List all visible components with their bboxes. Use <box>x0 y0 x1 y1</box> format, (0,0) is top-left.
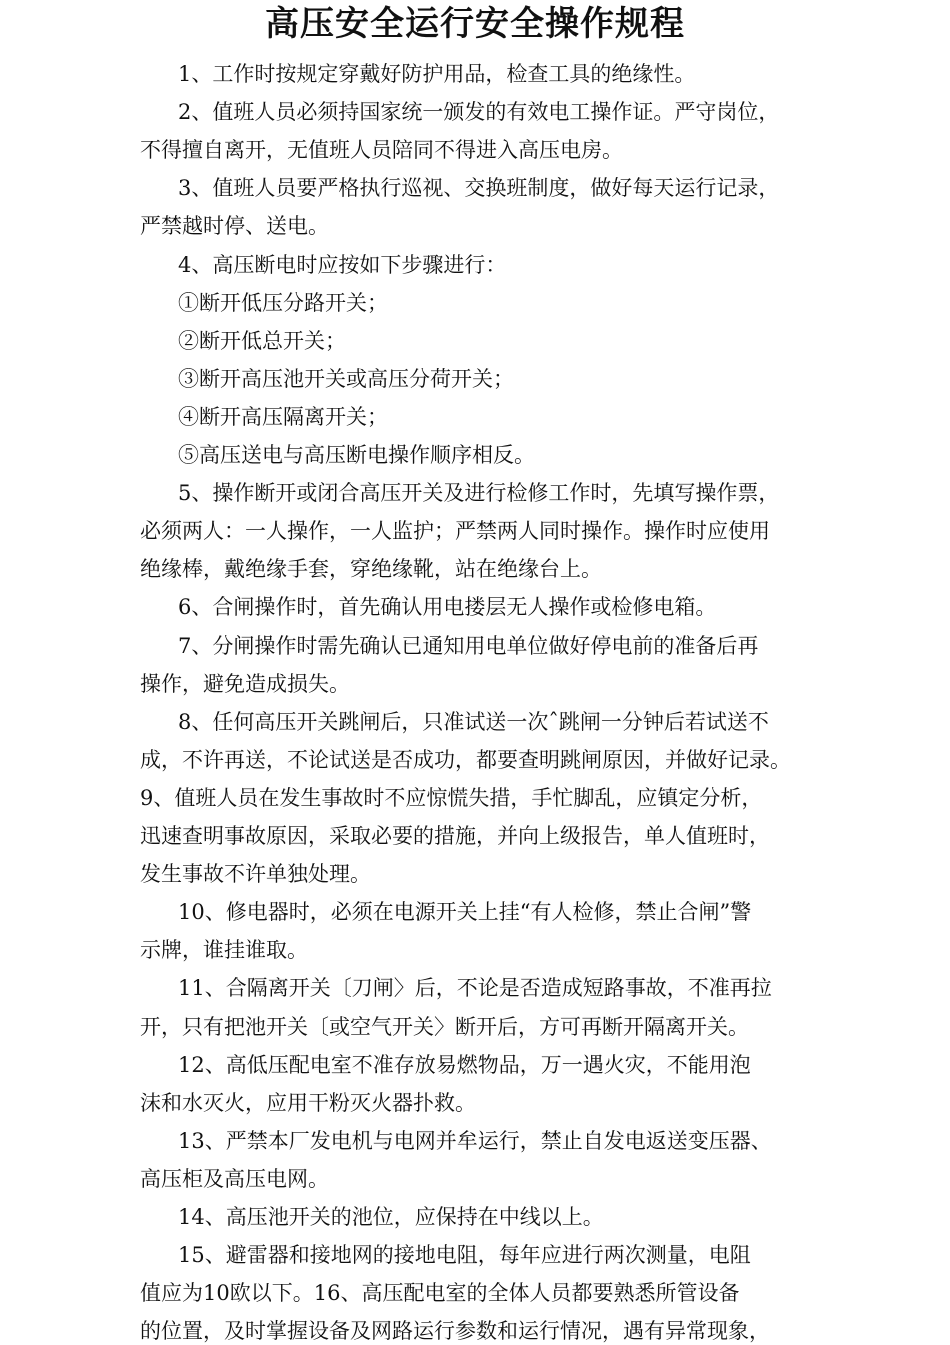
paragraph-line: 1、工作时按规定穿戴好防护用品，检查工具的绝缘性。 <box>178 62 696 86</box>
paragraph-line: 高压柜及高压电网。 <box>140 1167 329 1191</box>
paragraph-line: 值应为10欧以下。16、高压配电室的全体人员都要熟悉所管设备 <box>140 1281 740 1305</box>
paragraph-line: 12、高低压配电室不准存放易燃物品，万一遇火灾，不能用泡 <box>178 1053 751 1077</box>
paragraph-line: 15、避雷器和接地网的接地电阻，每年应进行两次测量，电阻 <box>178 1243 751 1267</box>
paragraph-line: 5、操作断开或闭合高压开关及进行检修工作时，先填写操作票， <box>178 481 780 505</box>
paragraph-line: 开，只有把池开关〔或空气开关〉断开后，方可再断开隔离开关。 <box>140 1015 749 1039</box>
paragraph-line: 不得擅自离开，无值班人员陪同不得进入高压电房。 <box>140 138 623 162</box>
paragraph-line: ②断开低总开关； <box>178 329 346 353</box>
paragraph-line: ①断开低压分路开关； <box>178 291 388 315</box>
paragraph-line: 的位置，及时掌握设备及网路运行参数和运行情况，遇有异常现象， <box>140 1319 770 1343</box>
paragraph-line: 绝缘棒，戴绝缘手套，穿绝缘靴，站在绝缘台上。 <box>140 557 602 581</box>
paragraph-line: 11、合隔离开关〔刀闸〉后，不论是否造成短路事故，不准再拉 <box>178 976 772 1000</box>
paragraph-line: 严禁越时停、送电。 <box>140 214 329 238</box>
paragraph-line: 成，不许再送，不论试送是否成功，都要查明跳闸原因，并做好记录。 <box>140 748 791 772</box>
paragraph-line: 13、严禁本厂发电机与电网并牟运行，禁止自发电返送变压器、 <box>178 1129 772 1153</box>
paragraph-line: ⑤高压送电与高压断电操作顺序相反。 <box>178 443 535 467</box>
document-title: 高压安全运行安全操作规程 <box>265 4 685 44</box>
paragraph-line: 8、任何高压开关跳闸后，只准试送一次ˆ跳闸一分钟后若试送不 <box>178 710 769 734</box>
paragraph-line: 示牌，谁挂谁取。 <box>140 938 308 962</box>
paragraph-line: 发生事故不许单独处理。 <box>140 862 371 886</box>
paragraph-line: 4、高压断电时应按如下步骤进行： <box>178 253 507 277</box>
paragraph-line: 7、分闸操作时需先确认已通知用电单位做好停电前的准备后再 <box>178 634 759 658</box>
paragraph-line: 2、值班人员必须持国家统一颁发的有效电工操作证。严守岗位， <box>178 100 780 124</box>
paragraph-line: ④断开高压隔离开关； <box>178 405 388 429</box>
paragraph-line: 9、值班人员在发生事故时不应惊慌失措，手忙脚乱，应镇定分析， <box>140 786 763 810</box>
paragraph-line: 14、高压池开关的池位，应保持在中线以上。 <box>178 1205 604 1229</box>
paragraph-line: 必须两人：一人操作，一人监护；严禁两人同时操作。操作时应使用 <box>140 519 770 543</box>
paragraph-line: 3、值班人员要严格执行巡视、交换班制度，做好每天运行记录， <box>178 176 780 200</box>
paragraph-line: 10、修电器时，必须在电源开关上挂“有人检修，禁止合闸”警 <box>178 900 752 924</box>
paragraph-line: ③断开高压池开关或高压分荷开关； <box>178 367 514 391</box>
paragraph-line: 6、合闸操作时，首先确认用电搂层无人操作或检修电箱。 <box>178 595 717 619</box>
paragraph-line: 沫和水灭火，应用干粉灭火器扑救。 <box>140 1091 476 1115</box>
paragraph-line: 操作，避免造成损失。 <box>140 672 350 696</box>
paragraph-line: 迅速查明事故原因，采取必要的措施，并向上级报告，单人值班时， <box>140 824 770 848</box>
